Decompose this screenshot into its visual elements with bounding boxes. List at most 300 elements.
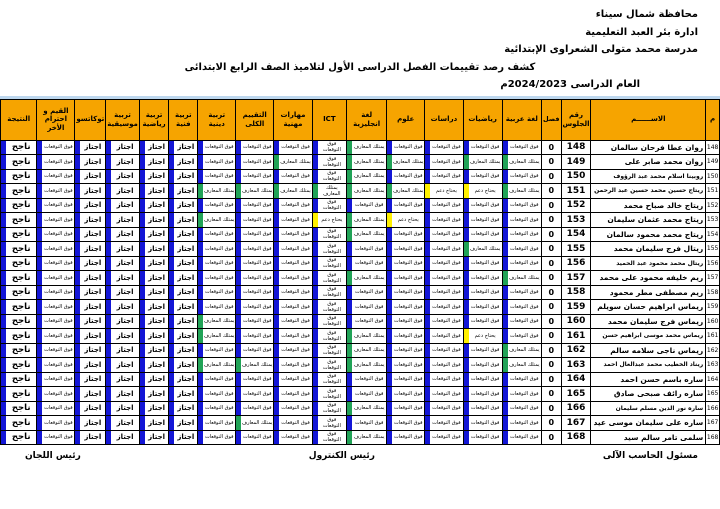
ict-cell <box>312 358 346 373</box>
result-cell-value <box>1 141 36 155</box>
serial-number: 165 <box>706 387 720 402</box>
science-cell-color-bar <box>387 315 392 329</box>
overall-assessment-cell-label: يمتلك المعارف <box>241 361 273 368</box>
arabic-cell-color-bar <box>503 344 508 358</box>
values-respect-cell-label: فوق التوقعات <box>44 318 73 325</box>
physical-education-cell-label: اجتاز <box>148 418 166 427</box>
values-respect-cell-value <box>37 141 74 155</box>
vocational-skills-cell-value <box>274 373 311 387</box>
math-cell-color-bar <box>464 315 469 329</box>
religion-cell-value <box>198 315 235 329</box>
vocational-skills-cell-value <box>274 431 311 445</box>
class-number: 0 <box>542 343 561 358</box>
arabic-cell-label: فوق التوقعات <box>510 173 539 180</box>
studies-cell-label: فوق التوقعات <box>432 231 461 238</box>
physical-education-cell-color-bar <box>140 300 145 314</box>
vocational-skills-cell-label: يمتلك المعارف <box>280 187 311 194</box>
class-number: 0 <box>542 401 561 416</box>
music-cell-label: اجتاز <box>116 418 134 427</box>
vocational-skills-cell-label: فوق التوقعات <box>281 303 310 310</box>
art-cell-color-bar <box>169 242 174 256</box>
arabic-cell-label: فوق التوقعات <box>510 202 539 209</box>
arabic-cell-value <box>503 242 542 256</box>
english-cell-value <box>347 300 386 314</box>
arabic-cell-value <box>503 199 542 213</box>
studies-cell-value <box>425 402 463 416</box>
tokkatsu-cell-label: اجتاز <box>84 259 102 268</box>
english-cell-value <box>347 373 386 387</box>
religion-cell-value <box>198 387 235 401</box>
music-cell <box>106 169 140 184</box>
math-cell-label: فوق التوقعات <box>470 231 500 238</box>
result-cell-color-bar <box>1 300 6 314</box>
serial-number: 159 <box>706 300 720 315</box>
result-cell-label: ناجح <box>11 142 31 153</box>
vocational-skills-cell-value <box>274 213 311 227</box>
studies-cell <box>425 401 464 416</box>
vocational-skills-cell-value <box>274 286 311 300</box>
music-cell-value <box>106 242 139 256</box>
music-cell-value <box>106 199 139 213</box>
science-cell-value <box>387 315 424 329</box>
ict-cell-label: فوق التوقعات <box>322 416 341 429</box>
vocational-skills-cell-value <box>274 257 311 271</box>
ict-cell <box>312 256 346 271</box>
physical-education-cell-value <box>140 228 168 242</box>
art-cell-label: اجتاز <box>177 230 195 239</box>
art-cell-color-bar <box>169 344 174 358</box>
music-cell <box>106 140 140 155</box>
result-cell-value <box>1 257 36 271</box>
overall-assessment-cell <box>236 140 274 155</box>
values-respect-cell-color-bar <box>37 387 42 401</box>
math-cell-label: فوق التوقعات <box>470 376 500 383</box>
religion-cell <box>198 198 236 213</box>
art-cell-value <box>169 402 197 416</box>
tokkatsu-cell-value <box>75 213 105 227</box>
overall-assessment-cell-label: فوق التوقعات <box>242 376 272 383</box>
music-cell-color-bar <box>106 416 111 430</box>
science-cell-label: فوق التوقعات <box>394 318 423 325</box>
result-cell-value <box>1 416 36 430</box>
vocational-skills-cell-label: فوق التوقعات <box>281 361 310 368</box>
science-cell-label: فوق التوقعات <box>394 361 423 368</box>
ict-cell-label: فوق التوقعات <box>322 344 341 357</box>
english-cell <box>347 213 387 228</box>
religion-cell-color-bar <box>198 329 203 343</box>
studies-cell-label: فوق التوقعات <box>432 173 461 180</box>
arabic-cell-label: فوق التوقعات <box>510 303 539 310</box>
student-name: ريماس فرج سليمان محمد <box>591 314 706 329</box>
vocational-skills-cell-label: فوق التوقعات <box>281 434 310 441</box>
values-respect-cell-value <box>37 344 74 358</box>
religion-cell-color-bar <box>198 242 203 256</box>
overall-assessment-cell-color-bar <box>236 315 241 329</box>
ict-cell-value <box>313 271 346 285</box>
vocational-skills-cell-label: فوق التوقعات <box>281 289 310 296</box>
studies-cell-color-bar <box>425 184 430 198</box>
result-cell-color-bar <box>1 329 6 343</box>
values-respect-cell-label: فوق التوقعات <box>44 419 73 426</box>
english-cell-label: فوق التوقعات <box>354 419 384 426</box>
arabic-cell <box>502 416 542 431</box>
result-cell-value <box>1 242 36 256</box>
art-cell-value <box>169 300 197 314</box>
studies-cell-label: فوق التوقعات <box>432 216 461 223</box>
arabic-cell-value <box>503 213 542 227</box>
art-cell-value <box>169 329 197 343</box>
art-cell-label: اجتاز <box>177 273 195 282</box>
tokkatsu-cell-label: اجتاز <box>84 418 102 427</box>
science-cell-label: فوق التوقعات <box>394 303 423 310</box>
music-cell-value <box>106 431 139 445</box>
values-respect-cell-value <box>37 300 74 314</box>
english-cell-label: فوق التوقعات <box>354 289 384 296</box>
result-cell-value <box>1 170 36 184</box>
studies-cell-color-bar <box>425 373 430 387</box>
art-cell-label: اجتاز <box>177 346 195 355</box>
arabic-cell-label: فوق التوقعات <box>510 318 539 325</box>
religion-cell <box>198 227 236 242</box>
overall-assessment-cell <box>236 372 274 387</box>
physical-education-cell-value <box>140 300 168 314</box>
art-cell <box>169 242 198 257</box>
art-cell-color-bar <box>169 184 174 198</box>
math-cell-label: فوق التوقعات <box>470 434 500 441</box>
arabic-cell-label: فوق التوقعات <box>510 434 539 441</box>
values-respect-cell <box>37 416 75 431</box>
result-cell-label: ناجح <box>11 287 31 298</box>
overall-assessment-cell-value <box>236 155 273 169</box>
studies-cell <box>425 271 464 286</box>
science-cell-label: فوق التوقعات <box>394 434 423 441</box>
art-cell-color-bar <box>169 358 174 372</box>
english-cell <box>347 358 387 373</box>
music-cell-color-bar <box>106 431 111 445</box>
overall-assessment-cell-label: فوق التوقعات <box>242 202 272 209</box>
values-respect-cell-label: فوق التوقعات <box>44 332 73 339</box>
physical-education-cell <box>139 401 168 416</box>
english-cell-color-bar <box>347 170 352 184</box>
arabic-cell <box>502 387 542 402</box>
english-cell-label: يمتلك المعارف <box>353 187 385 194</box>
values-respect-cell-label: فوق التوقعات <box>44 289 73 296</box>
studies-cell <box>425 300 464 315</box>
religion-cell <box>198 343 236 358</box>
physical-education-cell <box>139 387 168 402</box>
art-cell <box>169 285 198 300</box>
table-row <box>1 227 720 242</box>
science-cell-label: فوق التوقعات <box>394 231 423 238</box>
student-name: ريم خليفه محمود على محمد <box>591 271 706 286</box>
science-cell-value <box>387 286 424 300</box>
values-respect-cell <box>37 184 75 199</box>
result-cell-label: ناجح <box>11 258 31 269</box>
column-header-3: فصل <box>542 99 561 140</box>
science-cell <box>387 285 425 300</box>
english-cell-value <box>347 228 386 242</box>
values-respect-cell <box>37 343 75 358</box>
studies-cell-label: فوق التوقعات <box>432 347 461 354</box>
science-cell-label: فوق التوقعات <box>394 144 423 151</box>
serial-number: 150 <box>706 169 720 184</box>
tokkatsu-cell <box>75 416 106 431</box>
tokkatsu-cell-label: اجتاز <box>84 375 102 384</box>
result-cell <box>1 140 37 155</box>
english-cell-label: فوق التوقعات <box>354 376 384 383</box>
art-cell-value <box>169 141 197 155</box>
music-cell <box>106 416 140 431</box>
tokkatsu-cell-color-bar <box>75 315 80 329</box>
religion-cell-value <box>198 271 235 285</box>
religion-cell-label: فوق التوقعات <box>204 245 234 252</box>
english-cell-color-bar <box>347 402 352 416</box>
studies-cell-label: فوق التوقعات <box>432 376 461 383</box>
overall-assessment-cell-label: يمتلك المعارف <box>241 419 273 426</box>
values-respect-cell <box>37 256 75 271</box>
music-cell-label: اجتاز <box>116 230 134 239</box>
serial-number: 149 <box>706 155 720 170</box>
ict-cell <box>312 416 346 431</box>
science-cell-value <box>387 199 424 213</box>
ict-cell-label: يمتلك المعارف <box>323 184 341 197</box>
vocational-skills-cell <box>274 329 312 344</box>
math-cell-label: فوق التوقعات <box>470 202 500 209</box>
english-cell <box>347 416 387 431</box>
class-number: 0 <box>542 227 561 242</box>
result-cell <box>1 198 37 213</box>
values-respect-cell-label: فوق التوقعات <box>44 216 73 223</box>
art-cell-value <box>169 228 197 242</box>
vocational-skills-cell <box>274 256 312 271</box>
ict-cell-value <box>313 213 346 227</box>
overall-assessment-cell <box>236 358 274 373</box>
science-cell-value <box>387 184 424 198</box>
physical-education-cell-color-bar <box>140 329 145 343</box>
overall-assessment-cell-color-bar <box>236 184 241 198</box>
class-number: 0 <box>542 329 561 344</box>
music-cell <box>106 198 140 213</box>
physical-education-cell <box>139 300 168 315</box>
english-cell-label: يمتلك المعارف <box>353 158 385 165</box>
science-cell-color-bar <box>387 242 392 256</box>
tokkatsu-cell <box>75 401 106 416</box>
tokkatsu-cell <box>75 343 106 358</box>
music-cell-label: اجتاز <box>116 302 134 311</box>
religion-cell <box>198 358 236 373</box>
ict-cell-value <box>313 286 346 300</box>
math-cell <box>463 155 502 170</box>
column-header-14: تربية رياضية <box>139 99 168 140</box>
result-cell <box>1 430 37 445</box>
art-cell-color-bar <box>169 387 174 401</box>
table-row <box>1 430 720 445</box>
physical-education-cell <box>139 213 168 228</box>
studies-cell <box>425 140 464 155</box>
art-cell-label: اجتاز <box>177 288 195 297</box>
arabic-cell-label: فوق التوقعات <box>510 405 539 412</box>
physical-education-cell-value <box>140 329 168 343</box>
math-cell-color-bar <box>464 170 469 184</box>
physical-education-cell-label: اجتاز <box>148 346 166 355</box>
art-cell-label: اجتاز <box>177 201 195 210</box>
ict-cell <box>312 401 346 416</box>
english-cell-value <box>347 184 386 198</box>
arabic-cell-label: فوق التوقعات <box>510 260 539 267</box>
arabic-cell-color-bar <box>503 416 508 430</box>
values-respect-cell-color-bar <box>37 358 42 372</box>
physical-education-cell-color-bar <box>140 373 145 387</box>
physical-education-cell-color-bar <box>140 271 145 285</box>
religion-cell-color-bar <box>198 431 203 445</box>
result-cell <box>1 227 37 242</box>
table-header-row <box>1 99 720 140</box>
english-cell-label: يمتلك المعارف <box>353 332 385 339</box>
result-cell-label: ناجح <box>11 185 31 196</box>
student-name: ساره باسم حسن احمد <box>591 372 706 387</box>
music-cell-color-bar <box>106 228 111 242</box>
music-cell-value <box>106 315 139 329</box>
result-cell-label: ناجح <box>11 417 31 428</box>
english-cell-label: فوق التوقعات <box>354 260 384 267</box>
vocational-skills-cell <box>274 213 312 228</box>
vocational-skills-cell <box>274 271 312 286</box>
music-cell <box>106 387 140 402</box>
vocational-skills-cell-color-bar <box>274 373 279 387</box>
values-respect-cell-label: فوق التوقعات <box>44 144 73 151</box>
class-number: 0 <box>542 314 561 329</box>
math-cell-value <box>464 242 502 256</box>
serial-number: 148 <box>706 140 720 155</box>
studies-cell-color-bar <box>425 300 430 314</box>
vocational-skills-cell <box>274 401 312 416</box>
result-cell <box>1 314 37 329</box>
vocational-skills-cell <box>274 416 312 431</box>
arabic-cell-color-bar <box>503 213 508 227</box>
values-respect-cell-value <box>37 431 74 445</box>
science-cell <box>387 140 425 155</box>
science-cell-color-bar <box>387 141 392 155</box>
values-respect-cell-value <box>37 242 74 256</box>
english-cell-value <box>347 416 386 430</box>
religion-cell-value <box>198 213 235 227</box>
result-cell-color-bar <box>1 344 6 358</box>
result-cell-color-bar <box>1 228 6 242</box>
result-cell-label: ناجح <box>11 359 31 370</box>
tokkatsu-cell-value <box>75 184 105 198</box>
values-respect-cell-value <box>37 315 74 329</box>
values-respect-cell-label: فوق التوقعات <box>44 361 73 368</box>
studies-cell-color-bar <box>425 286 430 300</box>
math-cell-label: فوق التوقعات <box>470 419 500 426</box>
values-respect-cell-color-bar <box>37 271 42 285</box>
english-cell-value <box>347 199 386 213</box>
arabic-cell-value <box>503 286 542 300</box>
science-cell-color-bar <box>387 329 392 343</box>
religion-cell <box>198 213 236 228</box>
religion-cell-label: فوق التوقعات <box>204 289 234 296</box>
math-cell-label: فوق التوقعات <box>470 216 500 223</box>
math-cell <box>463 343 502 358</box>
vocational-skills-cell-label: فوق التوقعات <box>281 332 310 339</box>
ict-cell-color-bar <box>313 228 318 242</box>
religion-cell-label: فوق التوقعات <box>204 202 234 209</box>
art-cell <box>169 416 198 431</box>
overall-assessment-cell-value <box>236 141 273 155</box>
art-cell-label: اجتاز <box>177 302 195 311</box>
music-cell-label: اجتاز <box>116 201 134 210</box>
tokkatsu-cell <box>75 329 106 344</box>
music-cell-color-bar <box>106 300 111 314</box>
art-cell-label: اجتاز <box>177 375 195 384</box>
english-cell-value <box>347 387 386 401</box>
overall-assessment-cell-value <box>236 387 273 401</box>
overall-assessment-cell <box>236 169 274 184</box>
ict-cell-color-bar <box>313 271 318 285</box>
tokkatsu-cell-color-bar <box>75 329 80 343</box>
english-cell-color-bar <box>347 141 352 155</box>
music-cell-value <box>106 257 139 271</box>
ict-cell-value <box>313 358 346 372</box>
seat-number: 168 <box>561 430 591 445</box>
overall-assessment-cell-label: فوق التوقعات <box>242 318 272 325</box>
art-cell-value <box>169 155 197 169</box>
vocational-skills-cell <box>274 242 312 257</box>
ict-cell-color-bar <box>313 431 318 445</box>
music-cell-color-bar <box>106 141 111 155</box>
art-cell-value <box>169 184 197 198</box>
religion-cell-value <box>198 257 235 271</box>
studies-cell-value <box>425 416 463 430</box>
arabic-cell-value <box>503 315 542 329</box>
english-cell-color-bar <box>347 373 352 387</box>
religion-cell-color-bar <box>198 228 203 242</box>
ict-cell-color-bar <box>313 329 318 343</box>
tokkatsu-cell-color-bar <box>75 155 80 169</box>
student-name: ساره رائف صبحى صادق <box>591 387 706 402</box>
table-row <box>1 140 720 155</box>
table-row <box>1 358 720 373</box>
math-cell-label: يحتاج دعم <box>474 332 496 339</box>
tokkatsu-cell-color-bar <box>75 387 80 401</box>
vocational-skills-cell-value <box>274 329 311 343</box>
document-header <box>0 0 720 94</box>
english-cell-value <box>347 315 386 329</box>
seat-number: 157 <box>561 271 591 286</box>
physical-education-cell-color-bar <box>140 315 145 329</box>
music-cell-color-bar <box>106 373 111 387</box>
tokkatsu-cell <box>75 213 106 228</box>
arabic-cell <box>502 198 542 213</box>
studies-cell-label: فوق التوقعات <box>432 303 461 310</box>
arabic-cell-color-bar <box>503 271 508 285</box>
physical-education-cell <box>139 169 168 184</box>
result-cell <box>1 155 37 170</box>
music-cell-label: اجتاز <box>116 273 134 282</box>
science-cell-value <box>387 141 424 155</box>
arabic-cell-color-bar <box>503 402 508 416</box>
science-cell-label: فوق التوقعات <box>394 376 423 383</box>
religion-cell-value <box>198 228 235 242</box>
class-number: 0 <box>542 184 561 199</box>
science-cell-label: يمتلك المعارف <box>392 187 424 194</box>
tokkatsu-cell-value <box>75 271 105 285</box>
studies-cell-color-bar <box>425 242 430 256</box>
tokkatsu-cell-value <box>75 315 105 329</box>
religion-cell-label: يمتلك المعارف <box>203 318 235 325</box>
vocational-skills-cell-value <box>274 228 311 242</box>
math-cell-value <box>464 141 502 155</box>
